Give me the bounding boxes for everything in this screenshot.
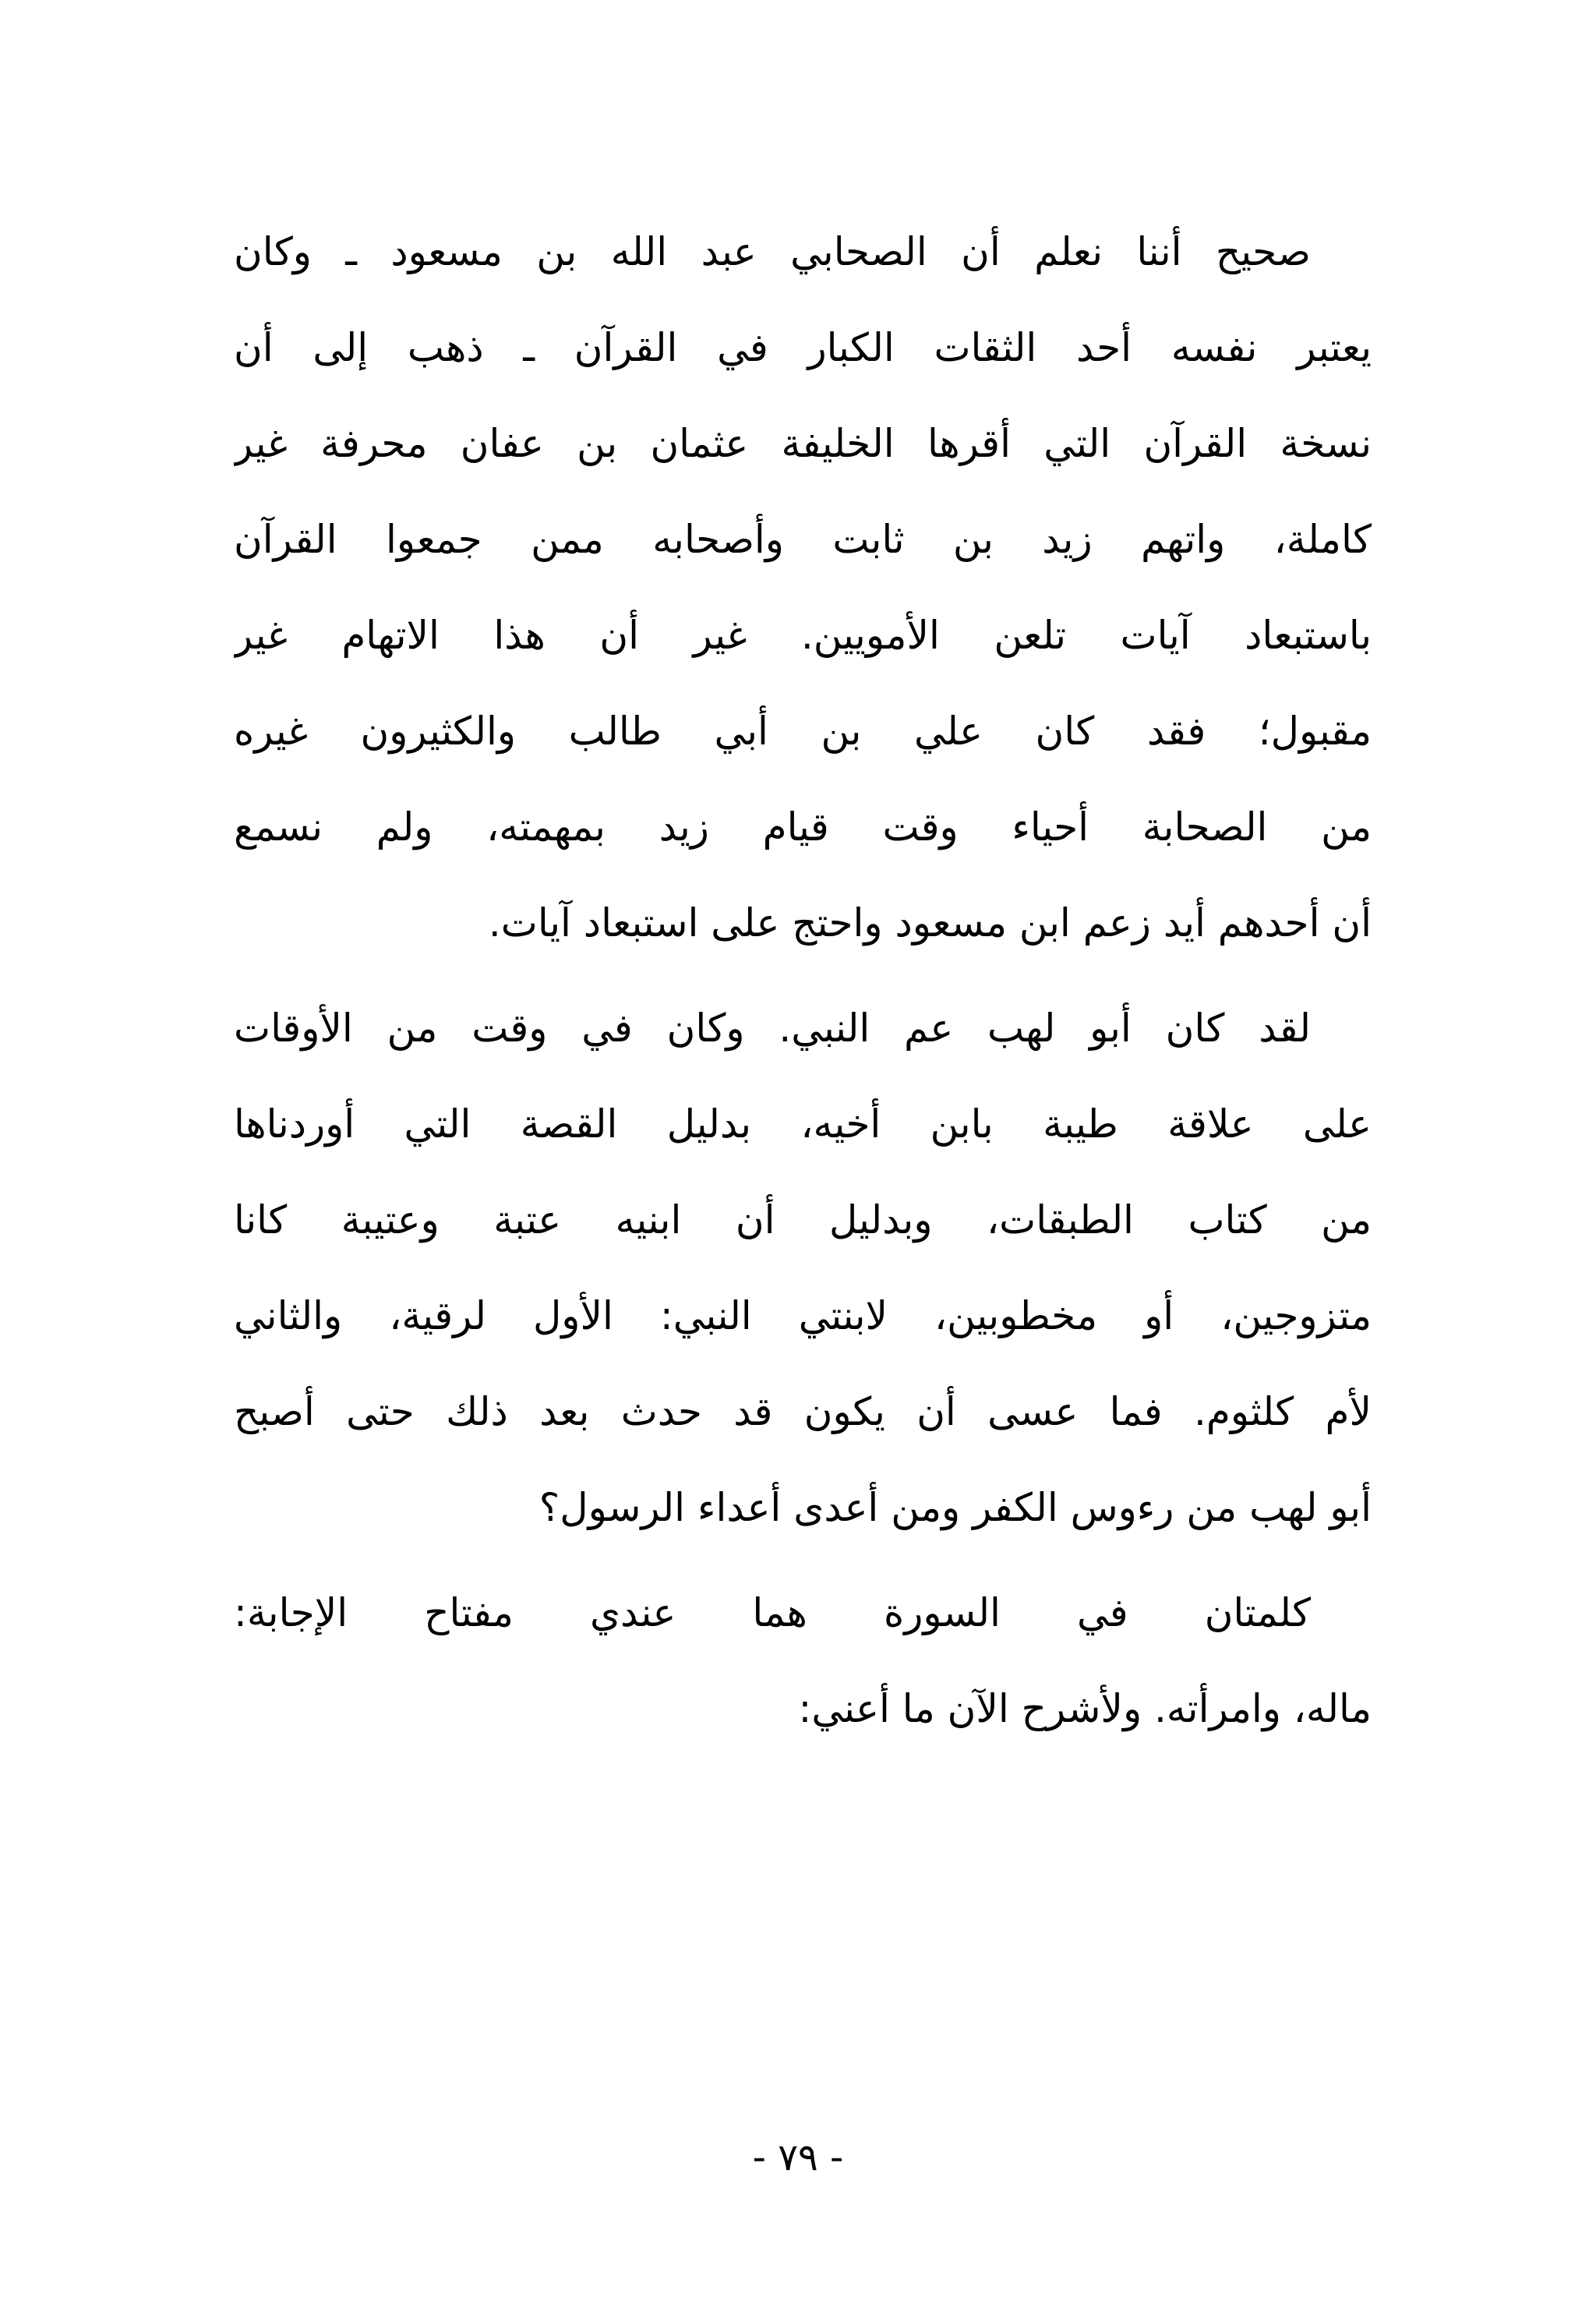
text-line: من الصحابة أحياء وقت قيام زيد بمهمته، ولم نسمع xyxy=(234,804,1372,850)
text-line: باستبعاد آيات تلعن الأمويين. غير أن هذا الاتهام غير xyxy=(234,613,1372,658)
paragraph-3 xyxy=(234,1565,1372,1757)
text-line: ماله، وامرأته. ولأشرح الآن ما أعني: xyxy=(798,1686,1372,1731)
text-line: أبو لهب من رءوس الكفر ومن أعدى أعداء الرسول؟ xyxy=(538,1485,1372,1530)
text-line: متزوجين، أو مخطوبين، لابنتي النبي: الأول لرقية، والثاني xyxy=(234,1293,1372,1338)
page-number: - ٧٩ - xyxy=(752,2136,844,2179)
text-line: أن أحدهم أيد زعم ابن مسعود واحتج على استبعاد آيات. xyxy=(488,900,1372,946)
body-text xyxy=(234,204,1372,1766)
text-line: من كتاب الطبقات، وبدليل أن ابنيه عتبة وعتيبة كانا xyxy=(234,1197,1372,1243)
paragraph-2 xyxy=(234,981,1372,1556)
text-line: لأم كلثوم. فما عسى أن يكون قد حدث بعد ذلك حتى أصبح xyxy=(234,1389,1372,1434)
text-line: نسخة القرآن التي أقرها الخليفة عثمان بن عفان محرفة غير xyxy=(234,421,1372,466)
text-line: على علاقة طيبة بابن أخيه، بدليل القصة التي أوردناها xyxy=(234,1101,1372,1147)
text-line: كلمتان في السورة هما عندي مفتاح الإجابة: xyxy=(234,1590,1311,1635)
text-line: كاملة، واتهم زيد بن ثابت وأصحابه ممن جمعوا القرآن xyxy=(234,517,1372,562)
text-line: يعتبر نفسه أحد الثقات الكبار في القرآن ـ ذهب إلى أن xyxy=(234,325,1372,370)
paragraph-1 xyxy=(234,204,1372,971)
text-line: مقبول؛ فقد كان علي بن أبي طالب والكثيرون غيره xyxy=(234,709,1372,754)
text-line: صحيح أننا نعلم أن الصحابي عبد الله بن مسعود ـ وكان xyxy=(234,229,1311,274)
text-line: لقد كان أبو لهب عم النبي. وكان في وقت من الأوقات xyxy=(234,1006,1311,1051)
